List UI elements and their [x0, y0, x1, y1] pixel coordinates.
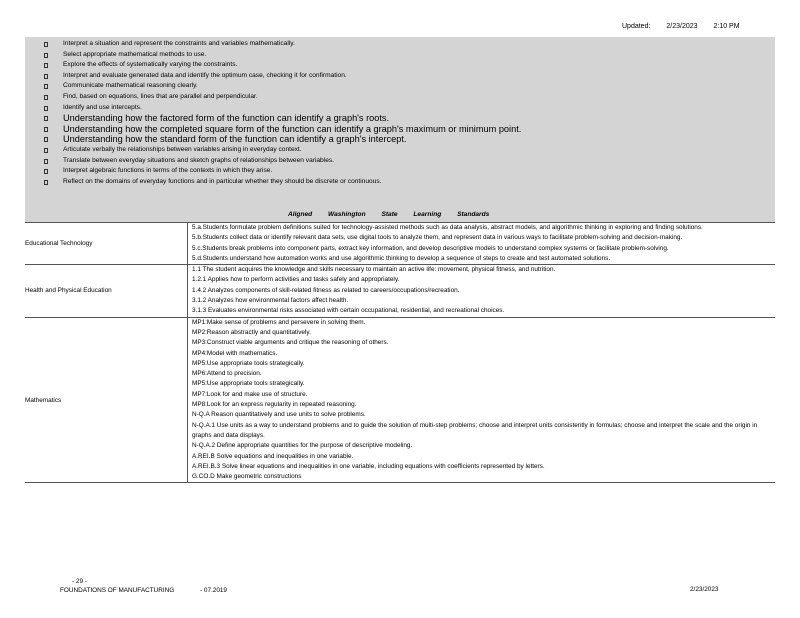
- objective-text: Translate between everyday situations and sketch graphs of relationships between variables.: [63, 156, 334, 164]
- updated-date: 2/23/2023: [666, 23, 698, 30]
- objective-text: Identify and use intercepts.: [63, 103, 142, 111]
- standard-item: 1.2.1 Applies how to perform activities and tasks safely and appropriately.: [192, 276, 400, 284]
- bullet-icon: [44, 169, 48, 174]
- aligned-standards-title: Aligned Washington State Learning Standards: [288, 211, 490, 218]
- bullet-icon: [44, 116, 48, 121]
- objective-text: Select appropriate mathematical methods to use.: [63, 50, 207, 58]
- objective-text: Interpret a situation and represent the constraints and variables mathematically.: [63, 40, 295, 47]
- objective-item: [44, 124, 764, 135]
- standards-list: [188, 223, 776, 265]
- objective-text: Articulate verbally the relationships between variables arising in everyday context.: [63, 145, 302, 153]
- bullet-icon: [44, 53, 48, 58]
- updated-time: 2:10 PM: [713, 23, 740, 30]
- standard-item: MP6:Attend to precision.: [192, 370, 262, 378]
- objective-item: [44, 156, 764, 167]
- standard-item: 1.1 The student acquires the knowledge and skills necessary to maintain an active life: movement, physical fitness, and nutrition.: [192, 266, 556, 274]
- objective-text: Interpret algebraic functions in terms of the contexts in which they arise.: [63, 167, 273, 175]
- standard-item: G.CO.D Make geometric constructions: [192, 473, 302, 481]
- objective-item: [44, 113, 764, 124]
- date-code: - 07.2019: [199, 587, 227, 594]
- objective-item: [44, 177, 764, 188]
- footer: [60, 577, 227, 595]
- footer-date: 2/23/2023: [690, 586, 719, 593]
- subject-label: Mathematics: [25, 396, 62, 404]
- course-title: FOUNDATIONS OF MANUFACTURING: [60, 587, 175, 594]
- updated-stamp: [622, 23, 754, 30]
- standard-item: N-Q.A Reason quantitatively and use units to solve problems.: [192, 411, 366, 419]
- standards-row: [25, 223, 775, 265]
- standard-item: MP1:Make sense of problems and persevere in solving them.: [192, 318, 366, 326]
- objective-item: [44, 103, 764, 114]
- objective-text: Understanding how the completed square form of the function can identify a graph's maximum or minimum point.: [63, 123, 522, 134]
- bullet-icon: [44, 106, 48, 111]
- standards-list: [188, 317, 776, 483]
- standards-row: [25, 317, 775, 483]
- standard-item: 5.a.Students formulate problem definitions suited for technology-assisted methods such as data analysis, abstract models, and algorithmic thinking in exploring and finding solutions.: [192, 224, 703, 231]
- standard-item: 3.1.2 Analyzes how environmental factors affect health.: [192, 297, 349, 305]
- bullet-icon: [44, 74, 48, 79]
- objective-item: [44, 50, 764, 61]
- standard-item: 3.1.3 Evaluates environmental risks associated with certain occupational, residential, and recreational choices.: [192, 307, 505, 315]
- standard-item: MP4:Model with mathematics.: [192, 349, 278, 357]
- standard-item: N-Q.A.2 Define appropriate quantities for the purpose of descriptive modeling.: [192, 442, 413, 450]
- standard-item: 5.b.Students collect data or identify relevant data sets, use digital tools to analyze them, and represent data in various ways to facilitate problem-solving and decision-making.: [192, 234, 683, 242]
- objective-item: [44, 39, 764, 50]
- standards-row: [25, 265, 775, 317]
- standards-table: [25, 222, 775, 483]
- standard-item: 1.4.2 Analyzes components of skill-related fitness as related to careers/occupations/recreation.: [192, 286, 460, 294]
- standard-item: 5.d.Students understand how automation works and use algorithmic thinking to develop a sequence of steps to create and test automated solutions.: [192, 254, 611, 262]
- objective-item: [44, 71, 764, 82]
- objective-text: Understanding how the factored form of the function can identify a graph's roots.: [63, 113, 390, 124]
- objective-item: [44, 81, 764, 92]
- standard-item: MP8:Look for an express regularity in repeated reasoning.: [192, 401, 357, 409]
- objective-item: [44, 166, 764, 177]
- updated-label: Updated:: [622, 23, 651, 30]
- objective-item: [44, 92, 764, 103]
- objective-text: Communicate mathematical reasoning clearly.: [63, 82, 198, 90]
- subject-label: Health and Physical Education: [25, 287, 112, 295]
- bullet-icon: [44, 42, 48, 47]
- objective-item: [44, 134, 764, 145]
- objective-item: [44, 145, 764, 156]
- bullet-icon: [44, 148, 48, 153]
- objective-text: Find, based on equations, lines that are parallel and perpendicular.: [63, 92, 258, 100]
- standard-item: MP3:Construct viable arguments and critique the reasoning of others.: [192, 339, 389, 347]
- bullet-icon: [44, 63, 48, 68]
- page-number: - 29 -: [72, 578, 87, 585]
- standard-item: MP5:Use appropriate tools strategically.: [192, 380, 305, 388]
- objectives-list: [44, 39, 764, 187]
- objective-text: Reflect on the domains of everyday functions and in particular whether they should be discrete or continuous.: [63, 177, 382, 185]
- bullet-icon: [44, 84, 48, 89]
- objective-item: [44, 60, 764, 71]
- subject-label: Educational Technology: [25, 240, 93, 248]
- standard-item: 5.c.Students break problems into component parts, extract key information, and develop descriptive models to understand complex systems or facilitate problem-solving.: [192, 244, 669, 252]
- bullet-icon: [44, 95, 48, 100]
- objective-text: Explore the effects of systematically varying the constraints.: [63, 61, 238, 69]
- bullet-icon: [44, 137, 48, 142]
- standard-item: N-Q.A.1 Use units as a way to understand problems and to guide the solution of multi-step problems; choose and interpret units consistently in formulas; choose and interpret the scale and the origin in graphs and data displays.: [192, 421, 758, 439]
- standard-item: MP5:Use appropriate tools strategically.: [192, 359, 305, 367]
- standard-item: MP2:Reason abstractly and quantitatively.: [192, 328, 311, 336]
- standards-list: [188, 265, 776, 317]
- standard-item: A.REI.B Solve equations and inequalities in one variable.: [192, 452, 354, 460]
- standard-item: A.REI.B.3 Solve linear equations and inequalities in one variable, including equations with coefficients represented by letters.: [192, 462, 545, 470]
- bullet-icon: [44, 180, 48, 185]
- bullet-icon: [44, 127, 48, 132]
- objective-text: Interpret and evaluate generated data and identify the optimum case, checking it for confirmation.: [63, 71, 347, 79]
- bullet-icon: [44, 159, 48, 164]
- objective-text: Understanding how the standard form of the function can identify a graph's intercept.: [63, 134, 407, 145]
- standard-item: MP7:Look for and make use of structure.: [192, 390, 308, 398]
